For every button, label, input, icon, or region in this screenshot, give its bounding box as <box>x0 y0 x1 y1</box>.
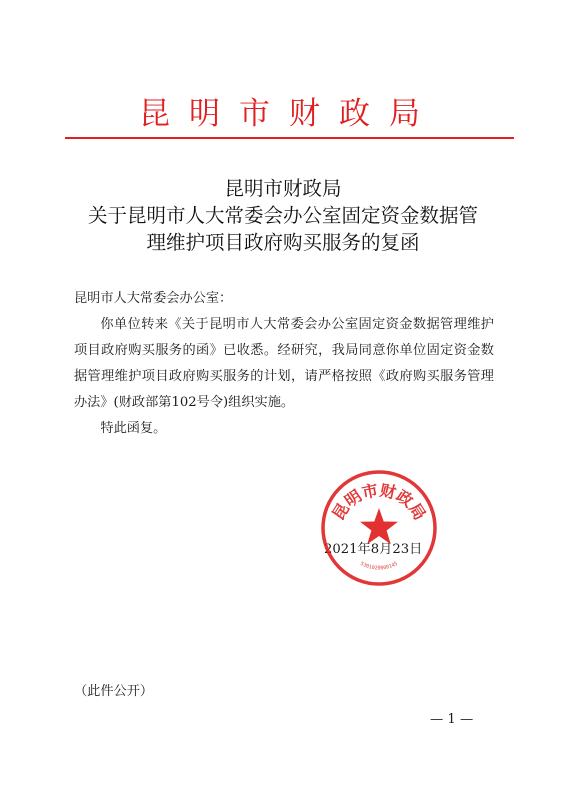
title-line-2: 关于昆明市人大常委会办公室固定资金数据管 <box>87 204 478 227</box>
closing-line: 特此函复。 <box>100 421 167 436</box>
svg-text:5301020000145 <box>359 561 399 572</box>
issue-date: 2021年8月23日 <box>324 542 423 557</box>
seal-star-icon <box>360 508 398 544</box>
masthead-red-rule <box>65 137 514 139</box>
body-paragraph: 你单位转来《关于昆明市人大常委会办公室固定资金数据管理维护项目政府购买服务的函》已收悉。经研究，我局同意你单位固定资金数据管理维护项目政府购买服务的计划，请严格按照《政府购买服务管理办法》(财政部第102号令)组织实施。 <box>74 317 494 410</box>
disclosure-note: （此件公开） <box>74 684 154 699</box>
document-title <box>40 175 526 256</box>
title-line-1: 昆明市财政局 <box>224 177 342 200</box>
seal-number: 5301020000145 <box>359 560 399 572</box>
salutation: 昆明市人大常委会办公室： <box>74 291 233 306</box>
seal-text: 昆明市财政局 <box>328 480 430 524</box>
document-body <box>74 286 494 442</box>
official-seal-icon <box>317 466 441 590</box>
title-line-3: 理维护项目政府购买服务的复函 <box>146 231 420 254</box>
page-number: — 1 — <box>430 712 474 727</box>
masthead-org-name: 昆明市财政局 <box>139 96 439 132</box>
